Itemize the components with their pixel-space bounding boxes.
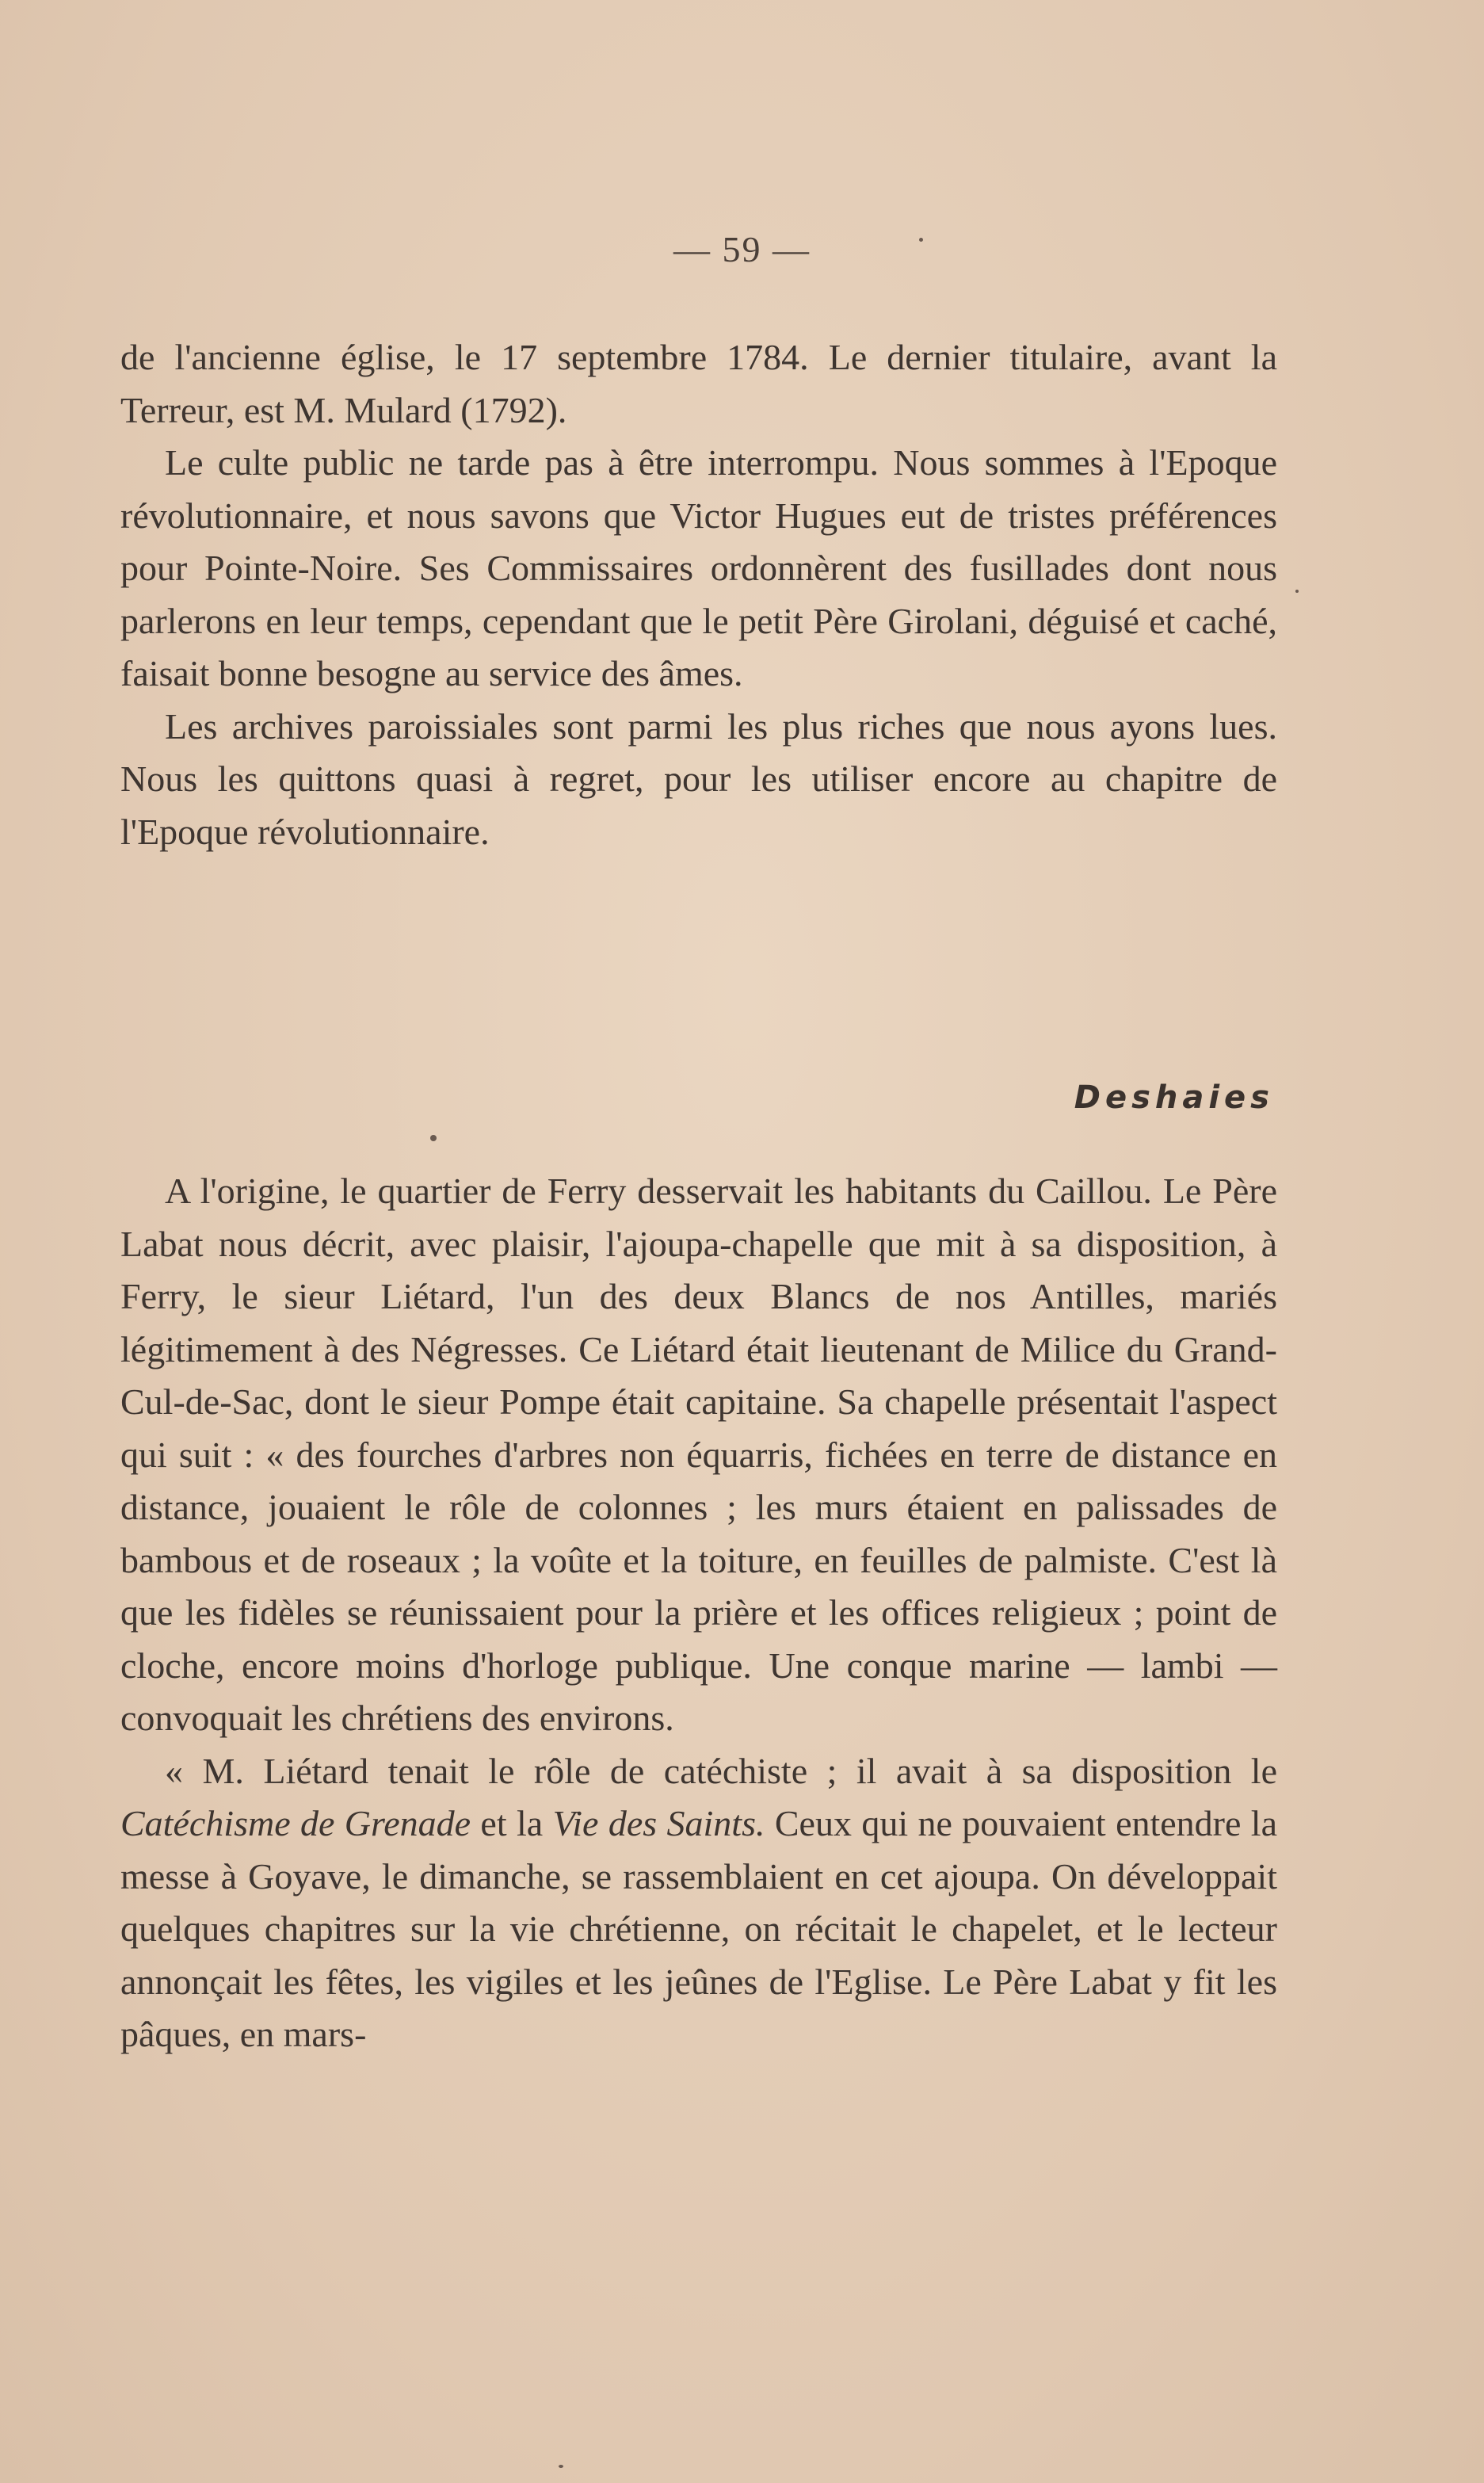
- paper-speck: [1295, 590, 1299, 593]
- text-block-top: [120, 331, 1277, 858]
- section-title: Deshaies: [1074, 1079, 1274, 1116]
- catechist-text-start: « M. Liétard tenait le rôle de catéchiste ; il avait à sa disposition le: [165, 1750, 1277, 1791]
- page-number: — 59 —: [673, 229, 811, 269]
- paragraph-archives: Les archives paroissiales sont parmi les plus riches que nous ayons lues. Nous les quittons quasi à regret, pour les utiliser encore au chapitre de l'Epoque révolutionnaire.: [120, 705, 1277, 852]
- text-block-section: [120, 1165, 1277, 2061]
- paper-speck: [559, 2465, 563, 2468]
- paragraph-continuation: de l'ancienne église, le 17 septembre 1784. Le dernier titulaire, avant la Terreur, est M. Mulard (1792).: [120, 337, 1277, 430]
- catechist-text-end: Ceux qui ne pouvaient entendre la messe à Goyave, le dimanche, se rassemblaient en cet ajoupa. On développait quelques chapitres sur la vie chrétienne, on récitait le chapelet, et le lecteur annonçait les fêtes, les vigiles et les jeûnes de l'Eglise. Le Père Labat y fit les pâques, en mars-: [120, 1803, 1277, 2054]
- paper-speck: [919, 238, 923, 242]
- paper-speck: [430, 1135, 437, 1141]
- book-title-catechisme: Catéchisme de Grenade: [120, 1803, 471, 1843]
- catechist-text-connector: et la: [471, 1803, 553, 1843]
- paragraph-ferry-chapel: A l'origine, le quartier de Ferry desservait les habitants du Caillou. Le Père Labat nous décrit, avec plaisir, l'ajoupa-chapelle que mit à sa disposition, à Ferry, le sieur Liétard, l'un des deux Blancs de nos Antilles, mariés légitimement à des Négresses. Ce Liétard était lieutenant de Milice du Grand-Cul-de-Sac, dont le sieur Pompe était capitaine. Sa chapelle présentait l'aspect qui suit : « des fourches d'arbres non équarris, fichées en terre de distance en distance, jouaient le rôle de colonnes ; les murs étaient en palissades de bambous et de roseaux ; la voûte et la toiture, en feuilles de palmiste. C'est là que les fidèles se réunissaient pour la prière et les offices religieux ; point de cloche, encore moins d'horloge publique. Une conque marine — lambi — convoquait les chrétiens des environs.: [120, 1171, 1277, 1738]
- paragraph-revolution: Le culte public ne tarde pas à être interrompu. Nous sommes à l'Epoque révolutionnaire, et nous savons que Victor Hugues eut de tristes préférences pour Pointe-Noire. Ses Commissaires ordonnèrent des fusillades dont nous parlerons en leur temps, cependant que le petit Père Girolani, déguisé et caché, faisait bonne besogne au service des âmes.: [120, 442, 1277, 693]
- book-title-vie-des-saints: Vie des Saints.: [552, 1803, 765, 1843]
- paragraph-catechist: [120, 1745, 1277, 2061]
